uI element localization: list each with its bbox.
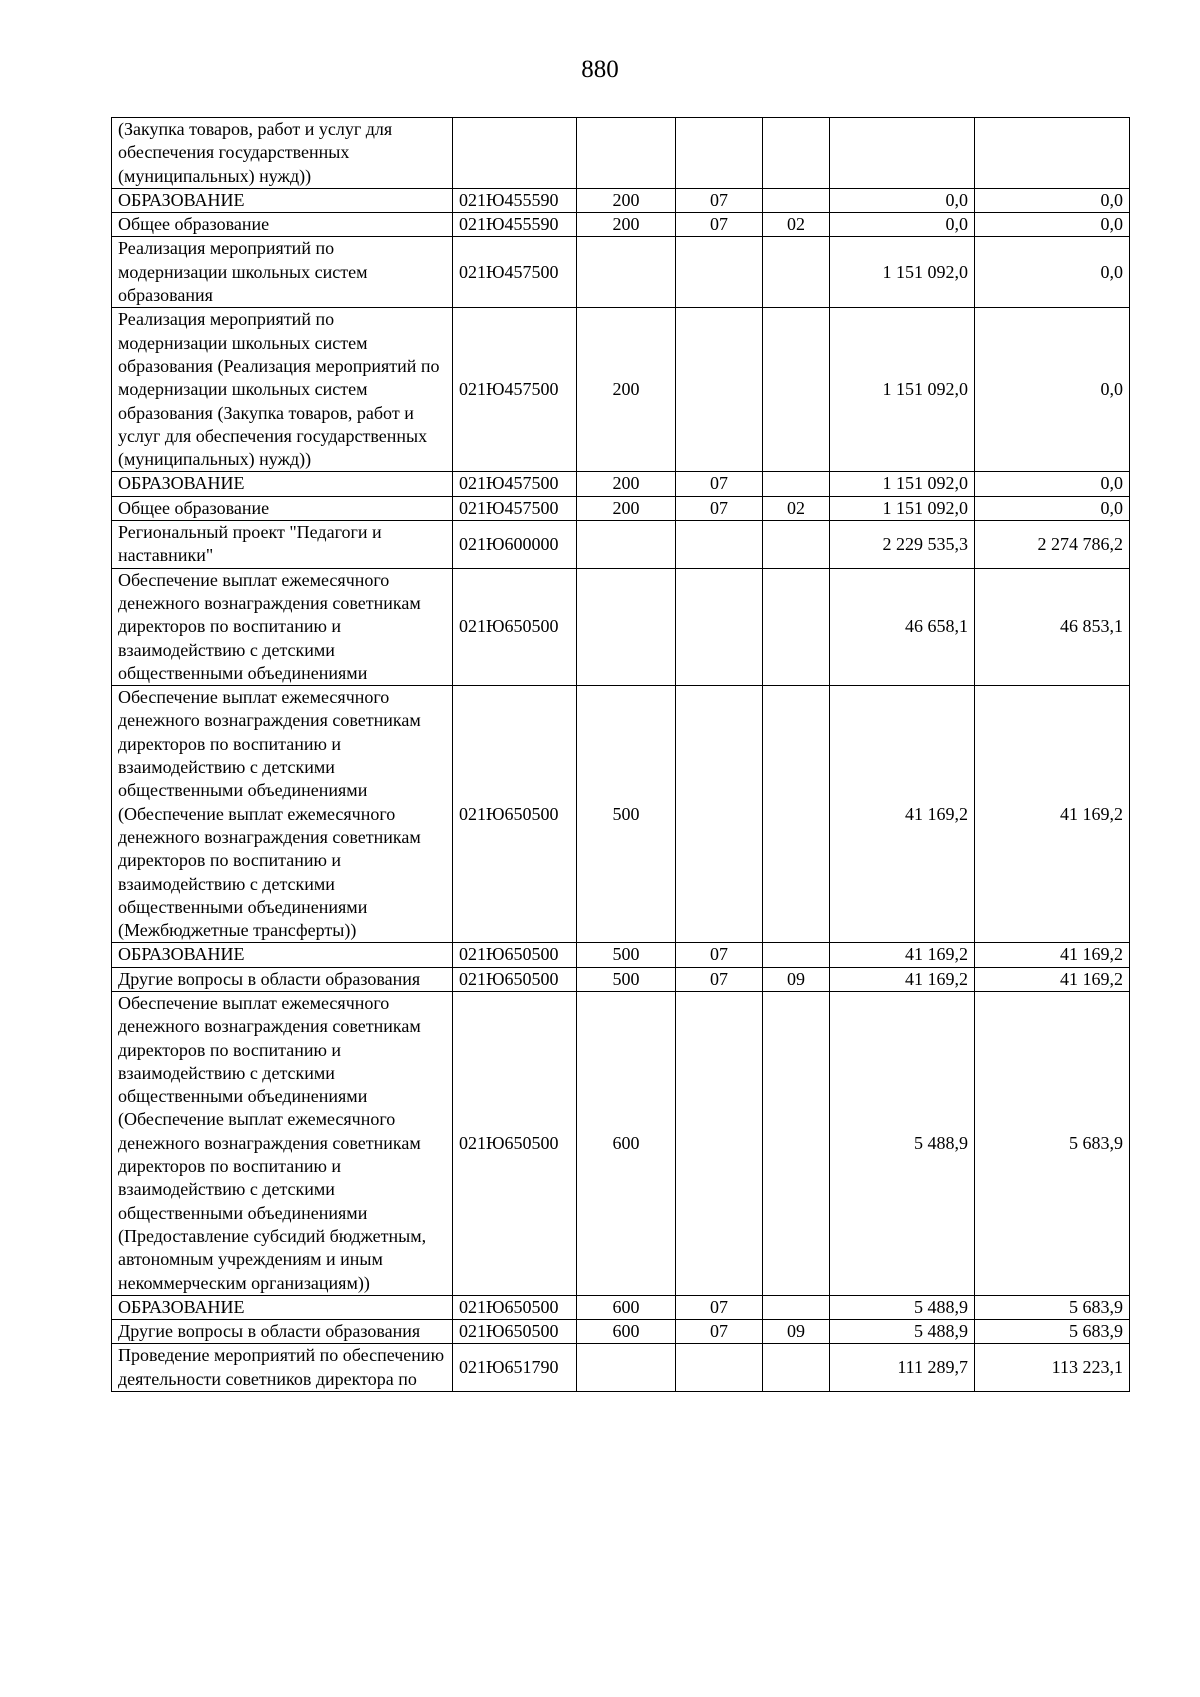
cell-amount-year-2: 41 169,2 (975, 967, 1130, 991)
table-row (112, 472, 1130, 496)
cell-expense-type (577, 1344, 676, 1392)
table-row (112, 496, 1130, 520)
cell-subsection (763, 686, 830, 943)
cell-name: Проведение мероприятий по обеспечению деятельности советников директора по (112, 1344, 453, 1392)
cell-section: 07 (676, 943, 763, 967)
cell-expense-type: 200 (577, 496, 676, 520)
cell-subsection: 09 (763, 967, 830, 991)
cell-amount-year-2: 41 169,2 (975, 943, 1130, 967)
cell-amount-year-1: 2 229 535,3 (830, 521, 975, 569)
table-body (112, 118, 1130, 1392)
cell-amount-year-2: 0,0 (975, 237, 1130, 308)
cell-amount-year-2: 2 274 786,2 (975, 521, 1130, 569)
cell-target-code: 021Ю457500 (453, 496, 577, 520)
cell-name: Другие вопросы в области образования (112, 967, 453, 991)
cell-amount-year-2: 0,0 (975, 213, 1130, 237)
cell-amount-year-1: 41 169,2 (830, 943, 975, 967)
cell-section (676, 1344, 763, 1392)
table-row (112, 237, 1130, 308)
cell-amount-year-2: 5 683,9 (975, 1295, 1130, 1319)
cell-subsection (763, 1295, 830, 1319)
cell-name: Обеспечение выплат ежемесячного денежного вознаграждения советникам директоров по воспитанию и взаимодействию с детскими общественными объединениями (Обеспечение выплат ежемесячного денежного вознаграждения советникам директоров по воспитанию и взаимодействию с детскими общественными объединениями (Межбюджетные трансферты)) (112, 686, 453, 943)
cell-target-code: 021Ю650500 (453, 1320, 577, 1344)
cell-target-code: 021Ю455590 (453, 188, 577, 212)
cell-amount-year-1 (830, 118, 975, 189)
cell-subsection (763, 1344, 830, 1392)
cell-expense-type (577, 237, 676, 308)
cell-target-code: 021Ю650500 (453, 991, 577, 1295)
cell-name: Обеспечение выплат ежемесячного денежного вознаграждения советникам директоров по воспитанию и взаимодействию с детскими общественными объединениями (Обеспечение выплат ежемесячного денежного вознаграждения советникам директоров по воспитанию и взаимодействию с детскими общественными объединениями (Предоставление субсидий бюджетным, автономным учреждениям и иным некоммерческим организациям)) (112, 991, 453, 1295)
cell-section: 07 (676, 1295, 763, 1319)
table-row (112, 568, 1130, 685)
cell-amount-year-1: 111 289,7 (830, 1344, 975, 1392)
cell-subsection (763, 568, 830, 685)
cell-name: Региональный проект "Педагоги и наставники" (112, 521, 453, 569)
cell-section (676, 991, 763, 1295)
cell-section: 07 (676, 188, 763, 212)
cell-amount-year-1: 41 169,2 (830, 967, 975, 991)
cell-expense-type: 500 (577, 943, 676, 967)
cell-amount-year-1: 41 169,2 (830, 686, 975, 943)
budget-table (111, 117, 1130, 1392)
cell-name: Общее образование (112, 213, 453, 237)
cell-section (676, 686, 763, 943)
cell-target-code: 021Ю650500 (453, 686, 577, 943)
cell-amount-year-2 (975, 118, 1130, 189)
cell-section (676, 568, 763, 685)
cell-expense-type: 600 (577, 1320, 676, 1344)
cell-target-code: 021Ю650500 (453, 1295, 577, 1319)
cell-target-code: 021Ю457500 (453, 472, 577, 496)
cell-amount-year-2: 113 223,1 (975, 1344, 1130, 1392)
cell-subsection (763, 943, 830, 967)
cell-expense-type (577, 118, 676, 189)
cell-expense-type: 500 (577, 967, 676, 991)
cell-subsection (763, 188, 830, 212)
cell-section: 07 (676, 967, 763, 991)
cell-amount-year-2: 0,0 (975, 472, 1130, 496)
cell-target-code: 021Ю650500 (453, 967, 577, 991)
table-row (112, 943, 1130, 967)
table-row (112, 118, 1130, 189)
cell-expense-type: 200 (577, 188, 676, 212)
cell-target-code: 021Ю651790 (453, 1344, 577, 1392)
cell-section: 07 (676, 213, 763, 237)
cell-name: Реализация мероприятий по модернизации школьных систем образования (Реализация мероприятий по модернизации школьных систем образования (Закупка товаров, работ и услуг для обеспечения государственных (муниципальных) нужд)) (112, 308, 453, 472)
cell-amount-year-1: 0,0 (830, 188, 975, 212)
cell-name: Обеспечение выплат ежемесячного денежного вознаграждения советникам директоров по воспитанию и взаимодействию с детскими общественными объединениями (112, 568, 453, 685)
page-number: 880 (581, 56, 619, 83)
cell-target-code: 021Ю457500 (453, 308, 577, 472)
cell-expense-type: 200 (577, 308, 676, 472)
cell-name: (Закупка товаров, работ и услуг для обеспечения государственных (муниципальных) нужд)) (112, 118, 453, 189)
cell-expense-type (577, 568, 676, 685)
cell-expense-type: 200 (577, 472, 676, 496)
cell-amount-year-1: 1 151 092,0 (830, 237, 975, 308)
cell-target-code: 021Ю650500 (453, 568, 577, 685)
cell-amount-year-1: 1 151 092,0 (830, 496, 975, 520)
cell-subsection (763, 521, 830, 569)
cell-amount-year-1: 46 658,1 (830, 568, 975, 685)
cell-name: ОБРАЗОВАНИЕ (112, 472, 453, 496)
cell-target-code: 021Ю650500 (453, 943, 577, 967)
cell-expense-type (577, 521, 676, 569)
table-row (112, 521, 1130, 569)
cell-amount-year-2: 5 683,9 (975, 1320, 1130, 1344)
table-row (112, 1320, 1130, 1344)
cell-amount-year-2: 41 169,2 (975, 686, 1130, 943)
table-row (112, 188, 1130, 212)
cell-name: ОБРАЗОВАНИЕ (112, 943, 453, 967)
cell-name: ОБРАЗОВАНИЕ (112, 1295, 453, 1319)
cell-amount-year-2: 0,0 (975, 496, 1130, 520)
cell-amount-year-1: 5 488,9 (830, 991, 975, 1295)
cell-subsection (763, 991, 830, 1295)
cell-target-code: 021Ю457500 (453, 237, 577, 308)
cell-expense-type: 600 (577, 991, 676, 1295)
cell-amount-year-1: 0,0 (830, 213, 975, 237)
cell-amount-year-1: 5 488,9 (830, 1295, 975, 1319)
table-row (112, 967, 1130, 991)
cell-section: 07 (676, 1320, 763, 1344)
cell-subsection (763, 237, 830, 308)
cell-expense-type: 200 (577, 213, 676, 237)
cell-expense-type: 500 (577, 686, 676, 943)
cell-name: ОБРАЗОВАНИЕ (112, 188, 453, 212)
cell-subsection (763, 118, 830, 189)
cell-section (676, 118, 763, 189)
cell-amount-year-1: 1 151 092,0 (830, 472, 975, 496)
cell-subsection: 02 (763, 213, 830, 237)
cell-target-code (453, 118, 577, 189)
cell-amount-year-2: 46 853,1 (975, 568, 1130, 685)
cell-subsection: 02 (763, 496, 830, 520)
cell-section (676, 521, 763, 569)
cell-section (676, 237, 763, 308)
cell-subsection (763, 308, 830, 472)
cell-subsection: 09 (763, 1320, 830, 1344)
cell-amount-year-1: 1 151 092,0 (830, 308, 975, 472)
cell-section: 07 (676, 472, 763, 496)
cell-name: Другие вопросы в области образования (112, 1320, 453, 1344)
table-row (112, 991, 1130, 1295)
table-row (112, 1344, 1130, 1392)
cell-name: Реализация мероприятий по модернизации школьных систем образования (112, 237, 453, 308)
cell-amount-year-2: 5 683,9 (975, 991, 1130, 1295)
table-row (112, 1295, 1130, 1319)
cell-section: 07 (676, 496, 763, 520)
cell-amount-year-1: 5 488,9 (830, 1320, 975, 1344)
cell-target-code: 021Ю600000 (453, 521, 577, 569)
table-row (112, 686, 1130, 943)
table-row (112, 308, 1130, 472)
cell-subsection (763, 472, 830, 496)
cell-amount-year-2: 0,0 (975, 308, 1130, 472)
cell-name: Общее образование (112, 496, 453, 520)
cell-expense-type: 600 (577, 1295, 676, 1319)
cell-section (676, 308, 763, 472)
cell-amount-year-2: 0,0 (975, 188, 1130, 212)
table-row (112, 213, 1130, 237)
cell-target-code: 021Ю455590 (453, 213, 577, 237)
